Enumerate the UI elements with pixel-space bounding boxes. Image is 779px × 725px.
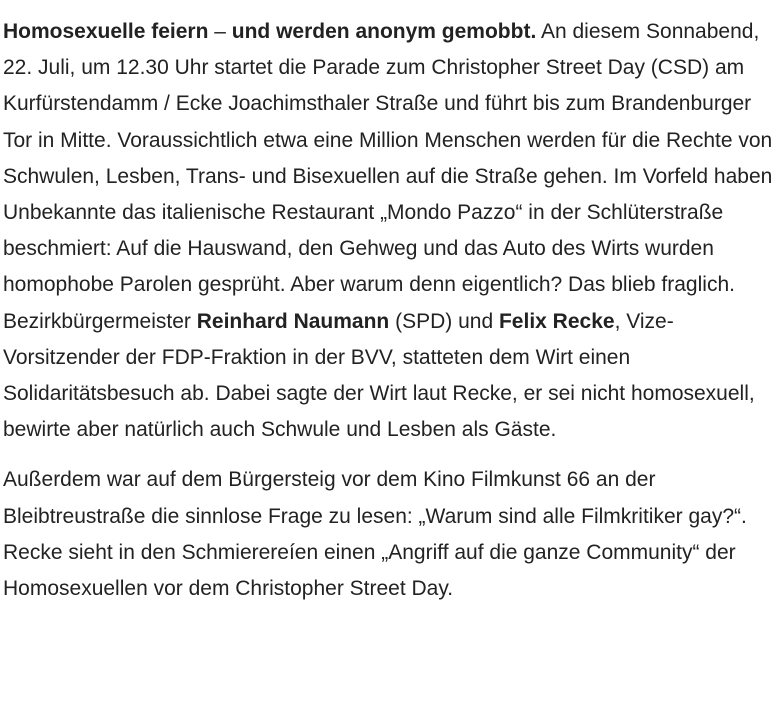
paragraph-1-text-2: (SPD) und — [389, 309, 499, 333]
lead-dash: – — [208, 20, 232, 43]
lead-headline-part-1: Homosexuelle feiern — [3, 20, 209, 43]
person-name-recke: Felix Recke — [498, 309, 615, 333]
paragraph-1-text-3: , Vize-Vorsitzender der FDP-Fraktion in der BVV, statteten dem Wirt einen Solidaritätsbesuch ab. Dabei sagte der Wirt laut Recke, er sei nicht homosexuell, bewirte aber natürlich auch Schwule und Lesben als Gäste. — [3, 309, 755, 442]
article-paragraph-2: Außerdem war auf dem Bürgersteig vor dem Kino Filmkunst 66 an der Bleibtreustraße die sinnlose Frage zu lesen: „Warum sind alle Filmkritiker gay?“. Recke sieht in den Schmierereíen einen „Angriff auf die ganze Community“ der Homosexuellen vor dem Christopher Street Day. — [3, 468, 747, 601]
paragraph-1-text-1: An diesem Sonnabend, 22. Juli, um 12.30 Uhr startet die Parade zum Christopher Street Day (CSD) am Kurfürstendamm / Ecke Joachimsthaler Straße und führt bis zum Brandenburger Tor in Mitte. Voraussichtlich etwa eine Million Menschen werden für die Rechte von Schwulen, Lesben, Trans- und Bisexuellen auf die Straße gehen. Im Vorfeld haben Unbekannte das italienische Restaurant „Mondo Pazzo“ in der Schlüterstraße beschmiert: Auf die Hauswand, den Gehweg und das Auto des Wirts wurden homophobe Parolen gesprüht. Aber warum denn eigentlich? Das blieb fraglich. Bezirkbürgermeister — [3, 20, 773, 333]
lead-headline-part-2: und werden anonym gemobbt. — [231, 20, 537, 43]
person-name-naumann: Reinhard Naumann — [196, 309, 390, 333]
article-paragraph-1 — [3, 14, 775, 448]
